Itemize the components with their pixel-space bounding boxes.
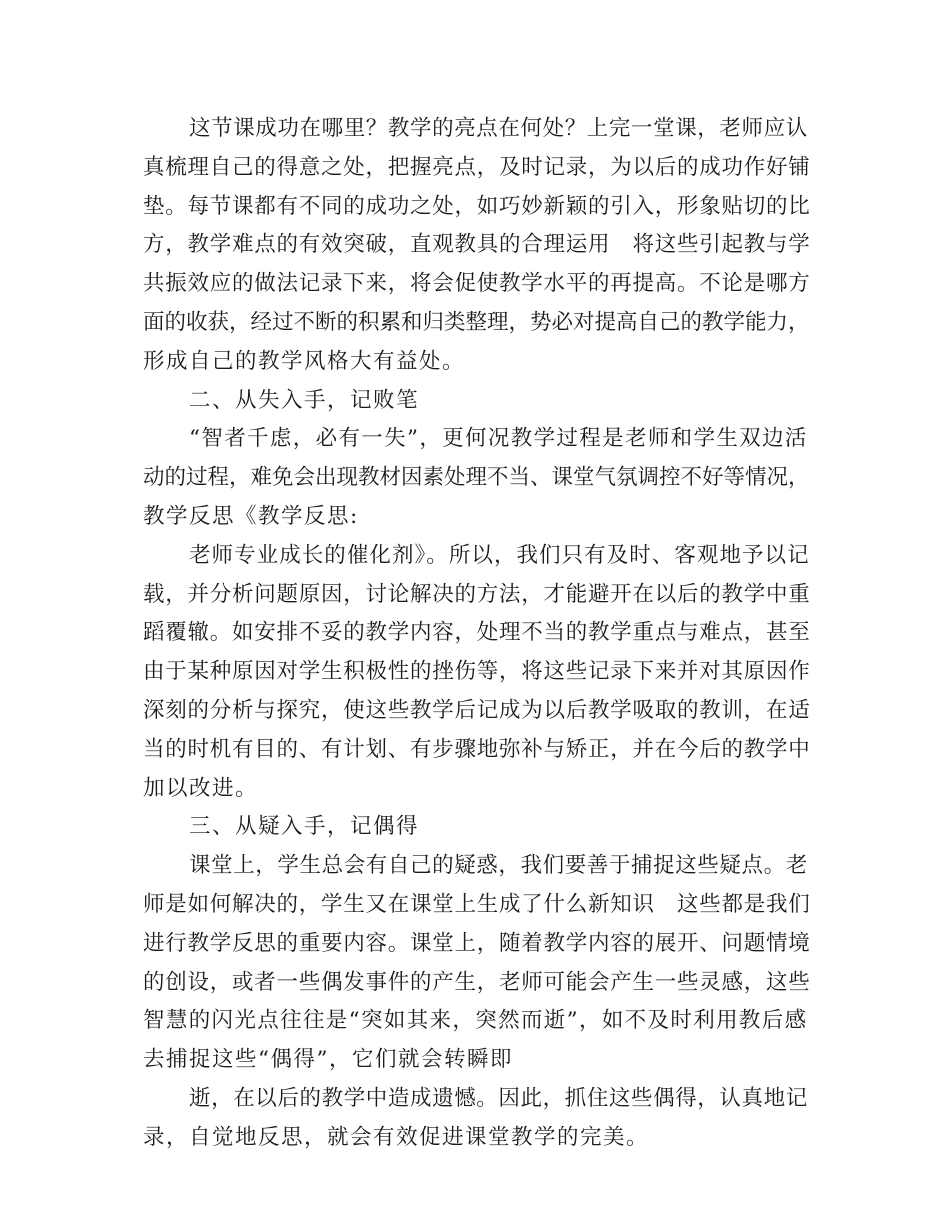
text-line: 真梳理自己的得意之处，把握亮点，及时记录，为以后的成功作好铺 — [143, 154, 811, 180]
text-line: 面的收获，经过不断的积累和归类整理，势必对提高自己的教学能力， — [143, 309, 810, 335]
text-line: 智慧的闪光点往往是“突如其来，突然而逝”，如不及时利用教后感 — [143, 1008, 808, 1034]
text-line: 蹈覆辙。如安排不妥的教学内容，处理不当的教学重点与难点，甚至 — [143, 620, 811, 646]
section-heading: 二、从失入手，记败笔 — [189, 387, 420, 413]
section-heading: 三、从疑入手，记偶得 — [189, 814, 420, 840]
text-line: 课堂上，学生总会有自己的疑惑，我们要善于捕捉这些疑点。老 — [189, 853, 808, 879]
text-line: 方，教学难点的有效突破，直观教具的合理运用 将这些引起教与学 — [143, 232, 811, 258]
text-line: 当的时机有目的、有计划、有步骤地弥补与矫正，并在今后的教学中 — [143, 736, 811, 762]
text-line: 逝，在以后的教学中造成遗憾。因此，抓住这些偶得，认真地记 — [189, 1085, 808, 1111]
text-line: 垫。每节课都有不同的成功之处，如巧妙新颖的引入，形象贴切的比 — [143, 193, 811, 219]
text-line: 共振效应的做法记录下来，将会促使教学水平的再提高。不论是哪方 — [143, 271, 811, 297]
text-line: 载，并分析问题原因，讨论解决的方法，才能避开在以后的教学中重 — [143, 581, 811, 607]
text-line: 加以改进。 — [143, 775, 259, 801]
text-line: 的创设，或者一些偶发事件的产生，老师可能会产生一些灵感，这些 — [143, 969, 811, 995]
text-line: 录，自觉地反思，就会有效促进课堂教学的完美。 — [143, 1124, 650, 1150]
text-line: 形成自己的教学风格大有益处。 — [143, 348, 466, 374]
text-line: 这节课成功在哪里？教学的亮点在何处？上完一堂课，老师应认 — [189, 116, 808, 141]
text-line: 师是如何解决的，学生又在课堂上生成了什么新知识 这些都是我们 — [143, 891, 811, 917]
text-line: 去捕捉这些“偶得”，它们就会转瞬即 — [143, 1047, 513, 1073]
text-line: 深刻的分析与探究，使这些教学后记成为以后教学吸取的教训，在适 — [143, 697, 811, 723]
text-line: 进行教学反思的重要内容。课堂上，随着教学内容的展开、问题情境 — [143, 930, 811, 956]
text-line: 老师专业成长的催化剂》。所以，我们只有及时、客观地予以记 — [189, 542, 810, 568]
text-line: “智者千虑，必有一失”，更何况教学过程是老师和学生双边活 — [189, 426, 808, 452]
text-line: 教学反思《教学反思: — [143, 503, 359, 529]
document-body — [143, 110, 811, 1158]
text-line: 由于某种原因对学生积极性的挫伤等，将这些记录下来并对其原因作 — [143, 659, 811, 685]
text-line: 动的过程，难免会出现教材因素处理不当、课堂气氛调控不好等情况， — [143, 465, 810, 491]
